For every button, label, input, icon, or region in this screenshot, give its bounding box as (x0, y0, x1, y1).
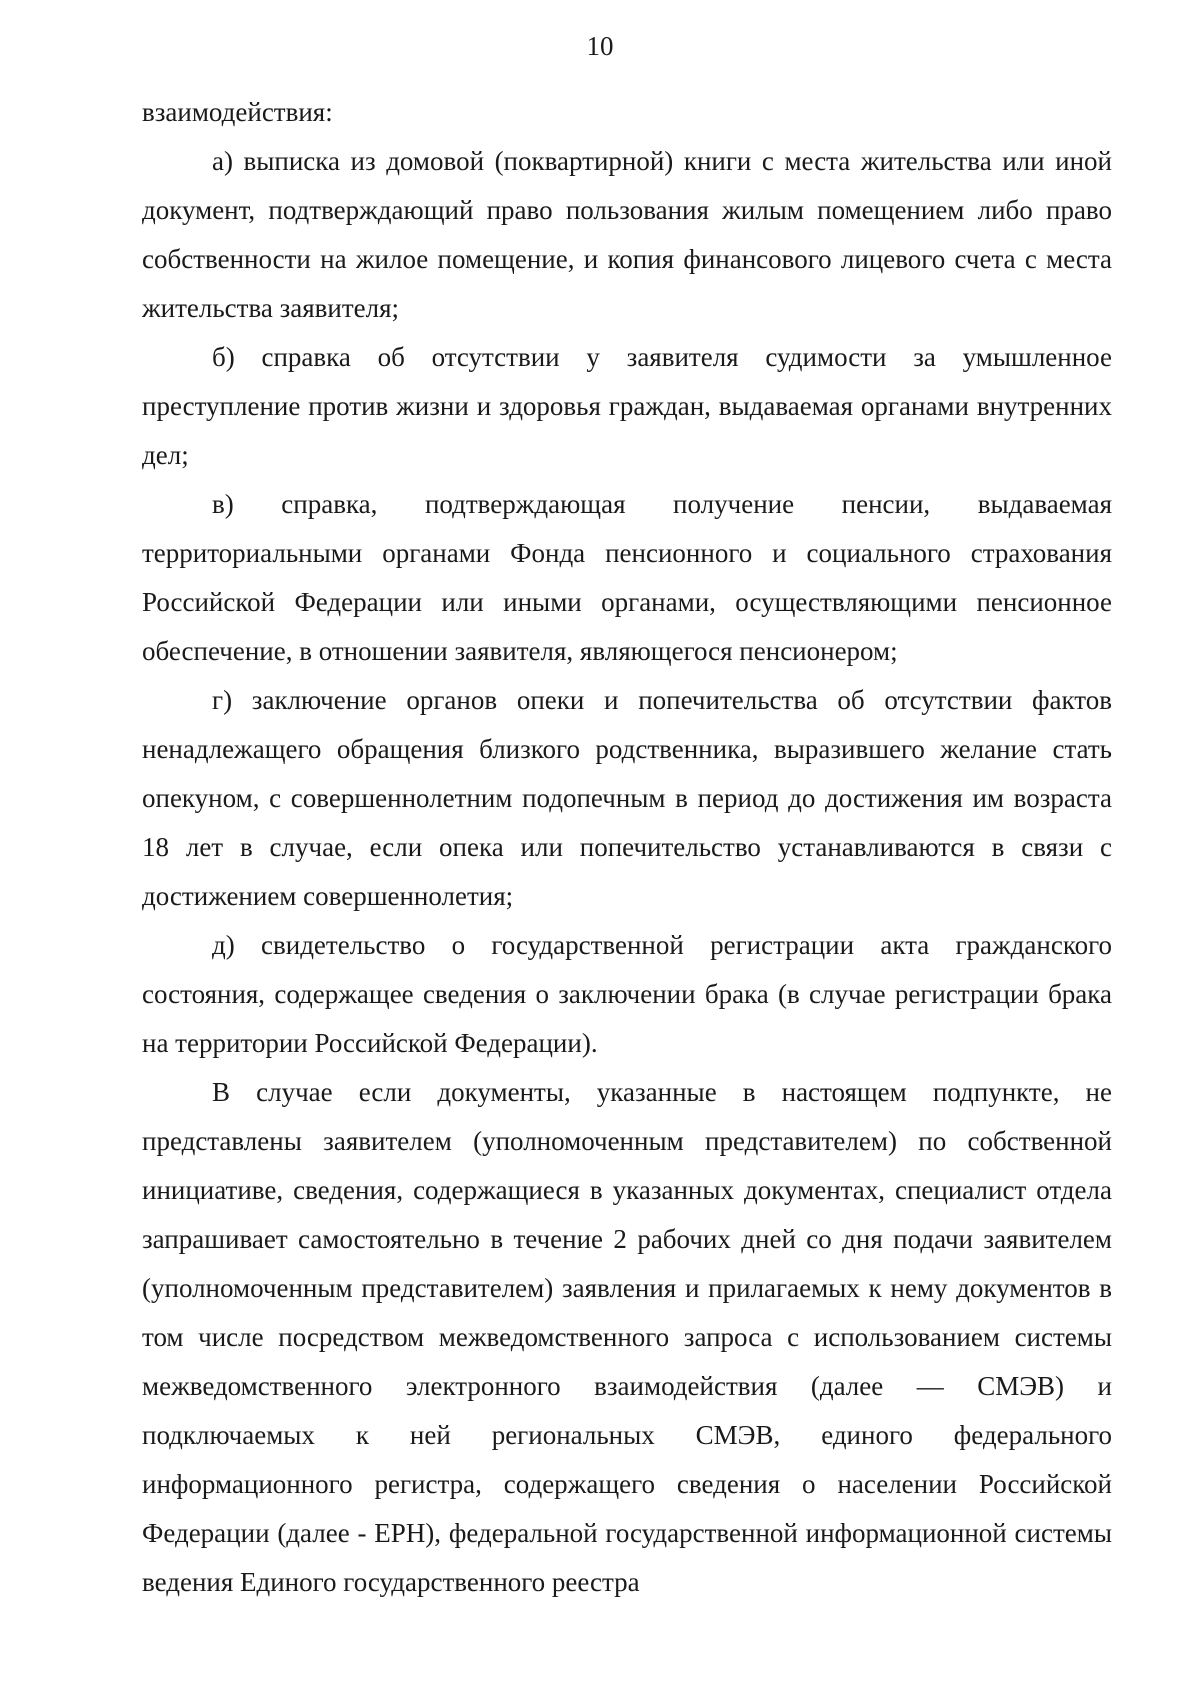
paragraph-item-v: в) справка, подтверждающая получение пенсии, выдаваемая территориальными органами Фонда пенсионного и социального страхования Российской Федерации или иными органами, осуществляющими пенсионное обеспечение, в отношении заявителя, являющегося пенсионером; (142, 489, 1112, 666)
paragraph-item-g: г) заключение органов опеки и попечительства об отсутствии фактов ненадлежащего обращения близкого родственника, выразившего желание стать опекуном, с совершеннолетним подопечным в период до достижения им возраста 18 лет в случае, если опека или попечительство устанавливаются в связи с достижением совершеннолетия; (142, 685, 1112, 911)
paragraph-continuation: взаимодействия: (142, 97, 333, 127)
paragraph-item-b: б) справка об отсутствии у заявителя судимости за умышленное преступление против жизни и здоровья граждан, выдаваемая органами внутренних дел; (142, 342, 1112, 470)
page-number: 10 (586, 31, 614, 61)
paragraph-item-d: д) свидетельство о государственной регистрации акта гражданского состояния, содержащее сведения о заключении брака (в случае регистрации брака на территории Российской Федерации). (142, 930, 1112, 1058)
document-body (142, 88, 1112, 1607)
paragraph-item-a: а) выписка из домовой (поквартирной) книги с места жительства или иной документ, подтверждающий право пользования жилым помещением либо право собственности на жилое помещение, и копия финансового лицевого счета с места жительства заявителя; (142, 146, 1112, 323)
paragraph-main: В случае если документы, указанные в настоящем подпункте, не представлены заявителем (уполномоченным представителем) по собственной инициативе, сведения, содержащиеся в указанных документах, специалист отдела запрашивает самостоятельно в течение 2 рабочих дней со дня подачи заявителем (уполномоченным представителем) заявления и прилагаемых к нему документов в том числе посредством межведомственного запроса с использованием системы межведомственного электронного взаимодействия (далее — СМЭВ) и подключаемых к ней региональных СМЭВ, единого федерального информационного регистра, содержащего сведения о населении Российской Федерации (далее - ЕРН), федеральной государственной информационной системы ведения Единого государственного реестра (142, 1077, 1112, 1597)
